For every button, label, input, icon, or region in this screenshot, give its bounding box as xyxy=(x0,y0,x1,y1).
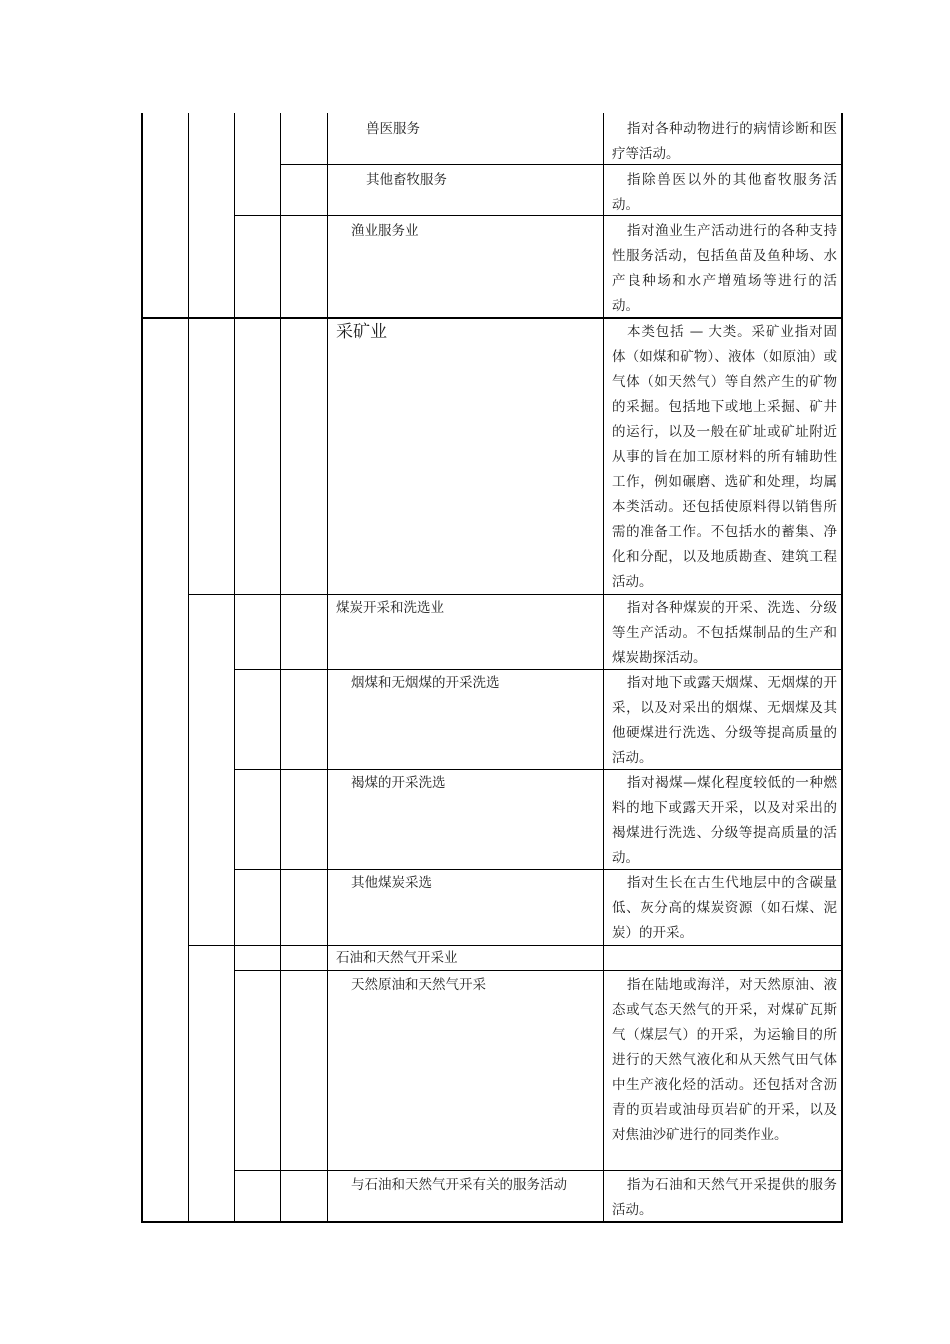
category-description: 指为石油和天然气开采提供的服务活动。 xyxy=(612,1177,837,1218)
column-divider xyxy=(188,113,189,1223)
category-description: 指对褐煤—煤化程度较低的一种燃料的地下或露天开采，以及对采出的褐煤进行洗选、分级等提高质量的活动。 xyxy=(612,775,837,866)
column-divider xyxy=(603,113,604,1223)
category-description: 指对渔业生产活动进行的各种支持性服务活动，包括鱼苗及鱼种场、水产良种场和水产增殖场等进行的活动。 xyxy=(612,223,837,314)
category-name: 渔业服务业 xyxy=(351,223,419,239)
category-name: 其他畜牧服务 xyxy=(366,172,447,188)
row-divider xyxy=(234,1170,842,1171)
category-name: 石油和天然气开采业 xyxy=(336,950,458,966)
category-name: 与石油和天然气开采有关的服务活动 xyxy=(351,1177,567,1193)
category-name: 天然原油和天然气开采 xyxy=(351,977,486,993)
category-name: 兽医服务 xyxy=(366,121,420,137)
column-divider xyxy=(280,113,281,1223)
category-description: 指对各种煤炭的开采、洗选、分级等生产活动。不包括煤制品的生产和煤炭勘探活动。 xyxy=(612,600,837,666)
row-divider xyxy=(234,970,842,971)
category-name: 煤炭开采和洗选业 xyxy=(336,600,444,616)
category-description: 指对地下或露天烟煤、无烟煤的开采，以及对采出的烟煤、无烟煤及其他硬煤进行洗选、分级等提高质量的活动。 xyxy=(612,675,837,766)
column-divider xyxy=(327,113,328,1223)
column-divider xyxy=(234,113,235,1223)
table-border-right xyxy=(841,113,843,1223)
section-title: 采矿业 xyxy=(336,322,387,342)
category-description: 指在陆地或海洋，对天然原油、液态或气态天然气的开采，对煤矿瓦斯气（煤层气）的开采，为运输目的所进行的天然气液化和从天然气田气体中生产液化烃的活动。还包括对含沥青的页岩或油母页岩矿的开采，以及对焦油沙矿进行的同类作业。 xyxy=(612,977,837,1143)
category-description: 指对各种动物进行的病情诊断和医疗等活动。 xyxy=(612,121,837,162)
table-border-left xyxy=(141,113,143,1223)
section-description: 本类包括 — 大类。采矿业指对固体（如煤和矿物）、液体（如原油）或气体（如天然气）等自然产生的矿物的采掘。包括地下或地上采掘、矿井的运行，以及一般在矿址或矿址附近从事的旨在加工原材料的所有辅助性工作，例如碾磨、选矿和处理，均属本类活动。还包括使原料得以销售所需的准备工作。不包括水的蓄集、净化和分配，以及地质勘查、建筑工程活动。 xyxy=(612,324,837,590)
category-name: 褐煤的开采洗选 xyxy=(351,775,446,791)
category-name: 烟煤和无烟煤的开采洗选 xyxy=(351,675,500,691)
category-description: 指除兽医以外的其他畜牧服务活动。 xyxy=(612,172,837,213)
category-name: 其他煤炭采选 xyxy=(351,875,432,891)
category-description: 指对生长在古生代地层中的含碳量低、灰分高的煤炭资源（如石煤、泥炭）的开采。 xyxy=(612,875,837,941)
